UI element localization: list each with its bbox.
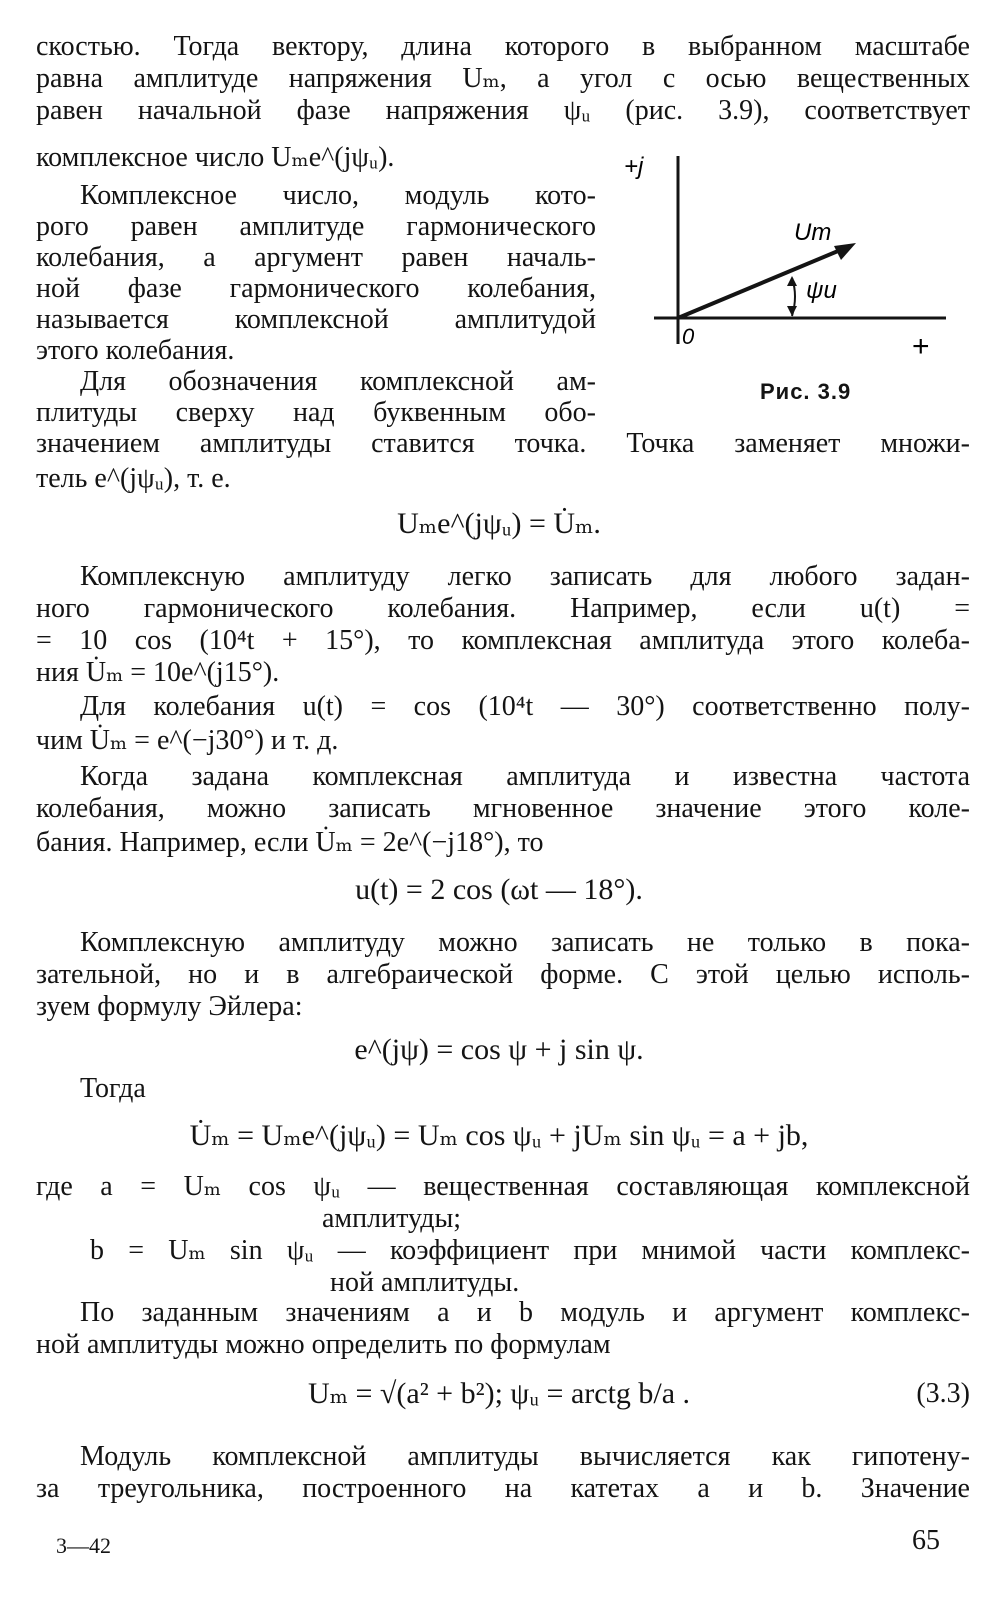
text-line: колебания, а аргумент равен началь- [36, 242, 596, 273]
text-line: Когда задана комплексная амплитуда и известна частота [80, 761, 970, 792]
text-line: комплексное число Uₘe^(jψᵤ). [36, 142, 395, 173]
text-line: амплитуды; [322, 1203, 462, 1234]
real-axis-label: + [912, 330, 930, 363]
text-line: зательной, но и в алгебраической форме. С этой целью исполь- [36, 959, 970, 990]
text-line: Модуль комплексной амплитуды вычисляется как гипотену- [80, 1441, 970, 1472]
page-number: 65 [912, 1525, 940, 1556]
printer-signature: 3—42 [56, 1533, 111, 1558]
text-line: Комплексное число, модуль кото- [80, 180, 596, 211]
text-line: колебания, можно записать мгновенное значение этого коле- [36, 793, 970, 824]
text-line: ния U̇ₘ = 10e^(j15°). [36, 657, 280, 688]
text-line: называется комплексной амплитудой [36, 304, 596, 335]
angle-arrow-up [787, 276, 797, 286]
text-line: Комплексную амплитуду легко записать для любого задан- [80, 561, 970, 592]
equation-algebraic-form: U̇ₘ = Uₘe^(jψᵤ) = Uₘ cos ψᵤ + jUₘ sin ψᵤ = a + jb, [189, 1119, 809, 1152]
text-line: чим U̇ₘ = e^(−j30°) и т. д. [36, 725, 339, 756]
text-line: где a = Uₘ cos ψᵤ — вещественная составляющая комплексной [36, 1171, 970, 1202]
vector-label: Um [794, 219, 832, 246]
text-line: тель e^(jψᵤ), т. е. [36, 463, 231, 494]
text-line: b = Uₘ sin ψᵤ — коэффициент при мнимой части комплекс- [90, 1235, 970, 1266]
text-line: равен начальной фазе напряжения ψᵤ (рис. 3.9), соответствует [36, 95, 970, 126]
text-line: ного гармонического колебания. Например, если u(t) = [36, 593, 970, 624]
equation-euler: e^(jψ) = cos ψ + j sin ψ. [354, 1033, 644, 1066]
text-line: равна амплитуде напряжения Uₘ, а угол с осью вещественных [36, 63, 970, 94]
text-line: = 10 cos (10⁴t + 15°), то комплексная амплитуда этого колеба- [36, 625, 970, 656]
imaginary-axis-label: +j [624, 153, 644, 180]
text-line: ной амплитуды можно определить по формулам [36, 1329, 611, 1360]
angle-arrow-down [787, 306, 797, 316]
angle-label: ψu [806, 277, 837, 304]
equation-instantaneous: u(t) = 2 cos (ωt — 18°). [355, 873, 643, 906]
equation-modulus-argument: Uₘ = √(a² + b²); ψᵤ = arctg b/a . [307, 1377, 691, 1410]
text-line: Тогда [80, 1073, 146, 1104]
text-line: ной амплитуды. [330, 1267, 520, 1298]
equation-complex-amplitude: Uₘe^(jψᵤ) = U̇ₘ. [397, 507, 601, 540]
text-line: Для колебания u(t) = cos (10⁴t — 30°) соответственно полу- [80, 691, 970, 722]
text-line: скостью. Тогда вектору, длина которого в выбранном масштабе [36, 31, 970, 62]
origin-label: 0 [682, 324, 695, 349]
text-line: плитуды сверху над буквенным обо- [36, 397, 596, 428]
text-line: значением амплитуды ставится точка. Точка заменяет множи- [36, 428, 970, 459]
vector-arrowhead [834, 243, 856, 260]
figure-caption: Рис. 3.9 [760, 379, 852, 404]
text-line: Для обозначения комплексной ам- [80, 366, 596, 397]
text-line: Комплексную амплитуду можно записать не только в пока- [80, 927, 970, 958]
text-line: за треугольника, построенного на катетах a и b. Значение [36, 1473, 970, 1504]
text-line: По заданным значениям a и b модуль и аргумент комплекс- [80, 1297, 970, 1328]
vector-diagram [610, 148, 960, 378]
text-line: этого колебания. [36, 335, 235, 366]
text-line: рого равен амплитуде гармонического [36, 211, 596, 242]
text-line: ной фазе гармонического колебания, [36, 273, 596, 304]
text-line: бания. Например, если U̇ₘ = 2e^(−j18°), то [36, 827, 544, 858]
equation-number: (3.3) [916, 1378, 970, 1409]
text-line: зуем формулу Эйлера: [36, 991, 303, 1022]
